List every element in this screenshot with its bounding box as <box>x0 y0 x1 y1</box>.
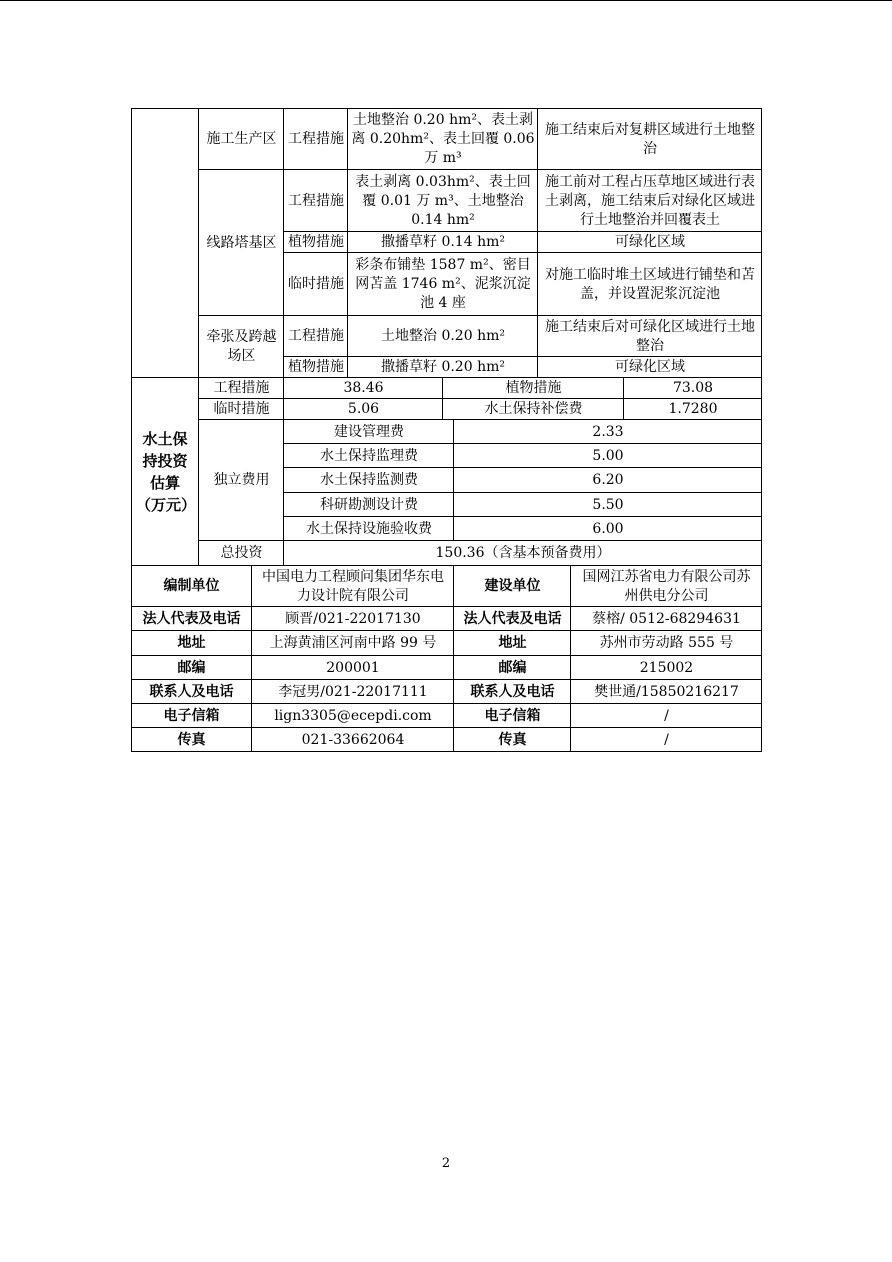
invest-independent-label: 独立费用 <box>213 472 270 488</box>
invest-total-value: 150.36（含基本预备费用） <box>435 545 611 561</box>
compiler-address-value: 上海黄浦区河南中路 99 号 <box>269 635 437 651</box>
compiler-contact-value: 李冠男/021-22017111 <box>278 683 428 700</box>
invest-veg-value: 73.08 <box>672 380 714 396</box>
builder-postcode-label: 邮编 <box>498 659 527 676</box>
builder-value: 国网江苏省电力有限公司苏州供电分公司 <box>582 568 751 604</box>
builder-email-value: / <box>664 707 669 724</box>
tension-veg-type: 植物措施 <box>288 359 344 375</box>
compiler-legal-value: 顾晋/021-22017130 <box>285 610 421 627</box>
independent-item-value: 6.20 <box>592 472 624 488</box>
builder-postcode-value: 215002 <box>639 659 694 676</box>
investment-title: 水土保持投资估算（万元） <box>136 430 197 514</box>
tower-veg-type: 植物措施 <box>288 234 344 250</box>
builder-legal-label: 法人代表及电话 <box>463 610 562 627</box>
tower-tmp-content: 彩条布铺垫 1587 m²、密目网苫盖 1746 m²、泥浆沉淀池 4 座 <box>355 257 531 311</box>
compiler-legal-label: 法人代表及电话 <box>142 610 241 627</box>
tower-eng-type: 工程措施 <box>288 192 344 209</box>
tower-eng-content: 表土剥离 0.03hm²、表土回覆 0.01 万 m³、土地整治 0.14 hm² <box>355 173 531 228</box>
tower-veg-content: 撒播草籽 0.14 hm² <box>381 234 505 250</box>
independent-item-value: 5.50 <box>592 496 624 513</box>
tension-veg-desc: 可绿化区域 <box>615 359 685 375</box>
builder-contact-label: 联系人及电话 <box>470 683 555 700</box>
invest-tmp-value: 5.06 <box>347 401 380 417</box>
independent-item-label: 水土保持监理费 <box>320 447 418 464</box>
compiler-fax-label: 传真 <box>177 731 206 748</box>
invest-eng-value: 38.46 <box>343 380 384 396</box>
tension-veg-content: 撒播草籽 0.20 hm² <box>381 359 505 375</box>
construction-area-type: 工程措施 <box>288 131 344 147</box>
compiler-postcode-value: 200001 <box>326 659 380 676</box>
builder-fax-value: / <box>664 731 669 748</box>
independent-item-label: 水土保持监测费 <box>320 472 418 488</box>
zone-tower-area: 线路塔基区 <box>206 234 277 251</box>
compiler-contact-label: 联系人及电话 <box>149 683 234 700</box>
tension-eng-content: 土地整治 0.20 hm² <box>381 328 505 344</box>
zone-construction-area: 施工生产区 <box>206 131 277 147</box>
invest-comp-value: 1.7280 <box>668 401 718 417</box>
invest-veg-label: 植物措施 <box>505 380 562 396</box>
independent-item-label: 建设管理费 <box>334 423 404 440</box>
page-top-border <box>0 0 892 1</box>
compiler-email-value: lign3305@ecepdi.com <box>274 707 432 724</box>
compiler-postcode-label: 邮编 <box>177 659 206 676</box>
tower-tmp-type: 临时措施 <box>288 276 344 292</box>
compiler-label: 编制单位 <box>163 578 220 594</box>
builder-address-label: 地址 <box>498 635 527 651</box>
invest-eng-label: 工程措施 <box>213 380 270 396</box>
independent-item-label: 科研勘测设计费 <box>320 496 418 513</box>
construction-area-content: 土地整治 0.20 hm²、表土剥离 0.20hm²、表土回覆 0.06 万 m³ <box>351 112 535 166</box>
compiler-value: 中国电力工程顾问集团华东电力设计院有限公司 <box>262 568 444 604</box>
tower-veg-desc: 可绿化区域 <box>615 234 685 250</box>
builder-legal-value: 蔡榕/ 0512-68294631 <box>592 610 741 627</box>
builder-address-value: 苏州市劳动路 555 号 <box>599 635 734 651</box>
invest-tmp-label: 临时措施 <box>213 401 270 417</box>
tower-eng-desc: 施工前对工程占压草地区域进行表土剥离，施工结束后对绿化区域进行土地整治并回覆表土 <box>545 173 755 228</box>
independent-item-value: 6.00 <box>592 520 624 537</box>
zone-tension-area: 牵张及跨越场区 <box>206 329 277 364</box>
builder-contact-value: 樊世通/15850216217 <box>594 683 739 700</box>
builder-fax-label: 传真 <box>498 731 527 748</box>
builder-email-label: 电子信箱 <box>484 707 541 724</box>
construction-area-desc: 施工结束后对复耕区域进行土地整治 <box>545 121 755 157</box>
tension-eng-desc: 施工结束后对可绿化区域进行土地整治 <box>545 318 755 354</box>
tower-tmp-desc: 对施工临时堆土区域进行铺垫和苫盖，并设置泥浆沉淀池 <box>545 266 755 302</box>
independent-item-label: 水土保持设施验收费 <box>306 520 432 537</box>
compiler-address-label: 地址 <box>177 635 206 651</box>
builder-label: 建设单位 <box>484 578 541 594</box>
independent-item-value: 5.00 <box>592 447 624 464</box>
tension-eng-type: 工程措施 <box>288 328 344 344</box>
page-number: 2 <box>441 1156 451 1171</box>
compiler-fax-value: 021-33662064 <box>301 731 405 748</box>
independent-item-value: 2.33 <box>592 423 624 440</box>
compiler-email-label: 电子信箱 <box>163 707 220 724</box>
invest-total-label: 总投资 <box>220 545 263 561</box>
invest-comp-label: 水土保持补偿费 <box>484 401 583 417</box>
